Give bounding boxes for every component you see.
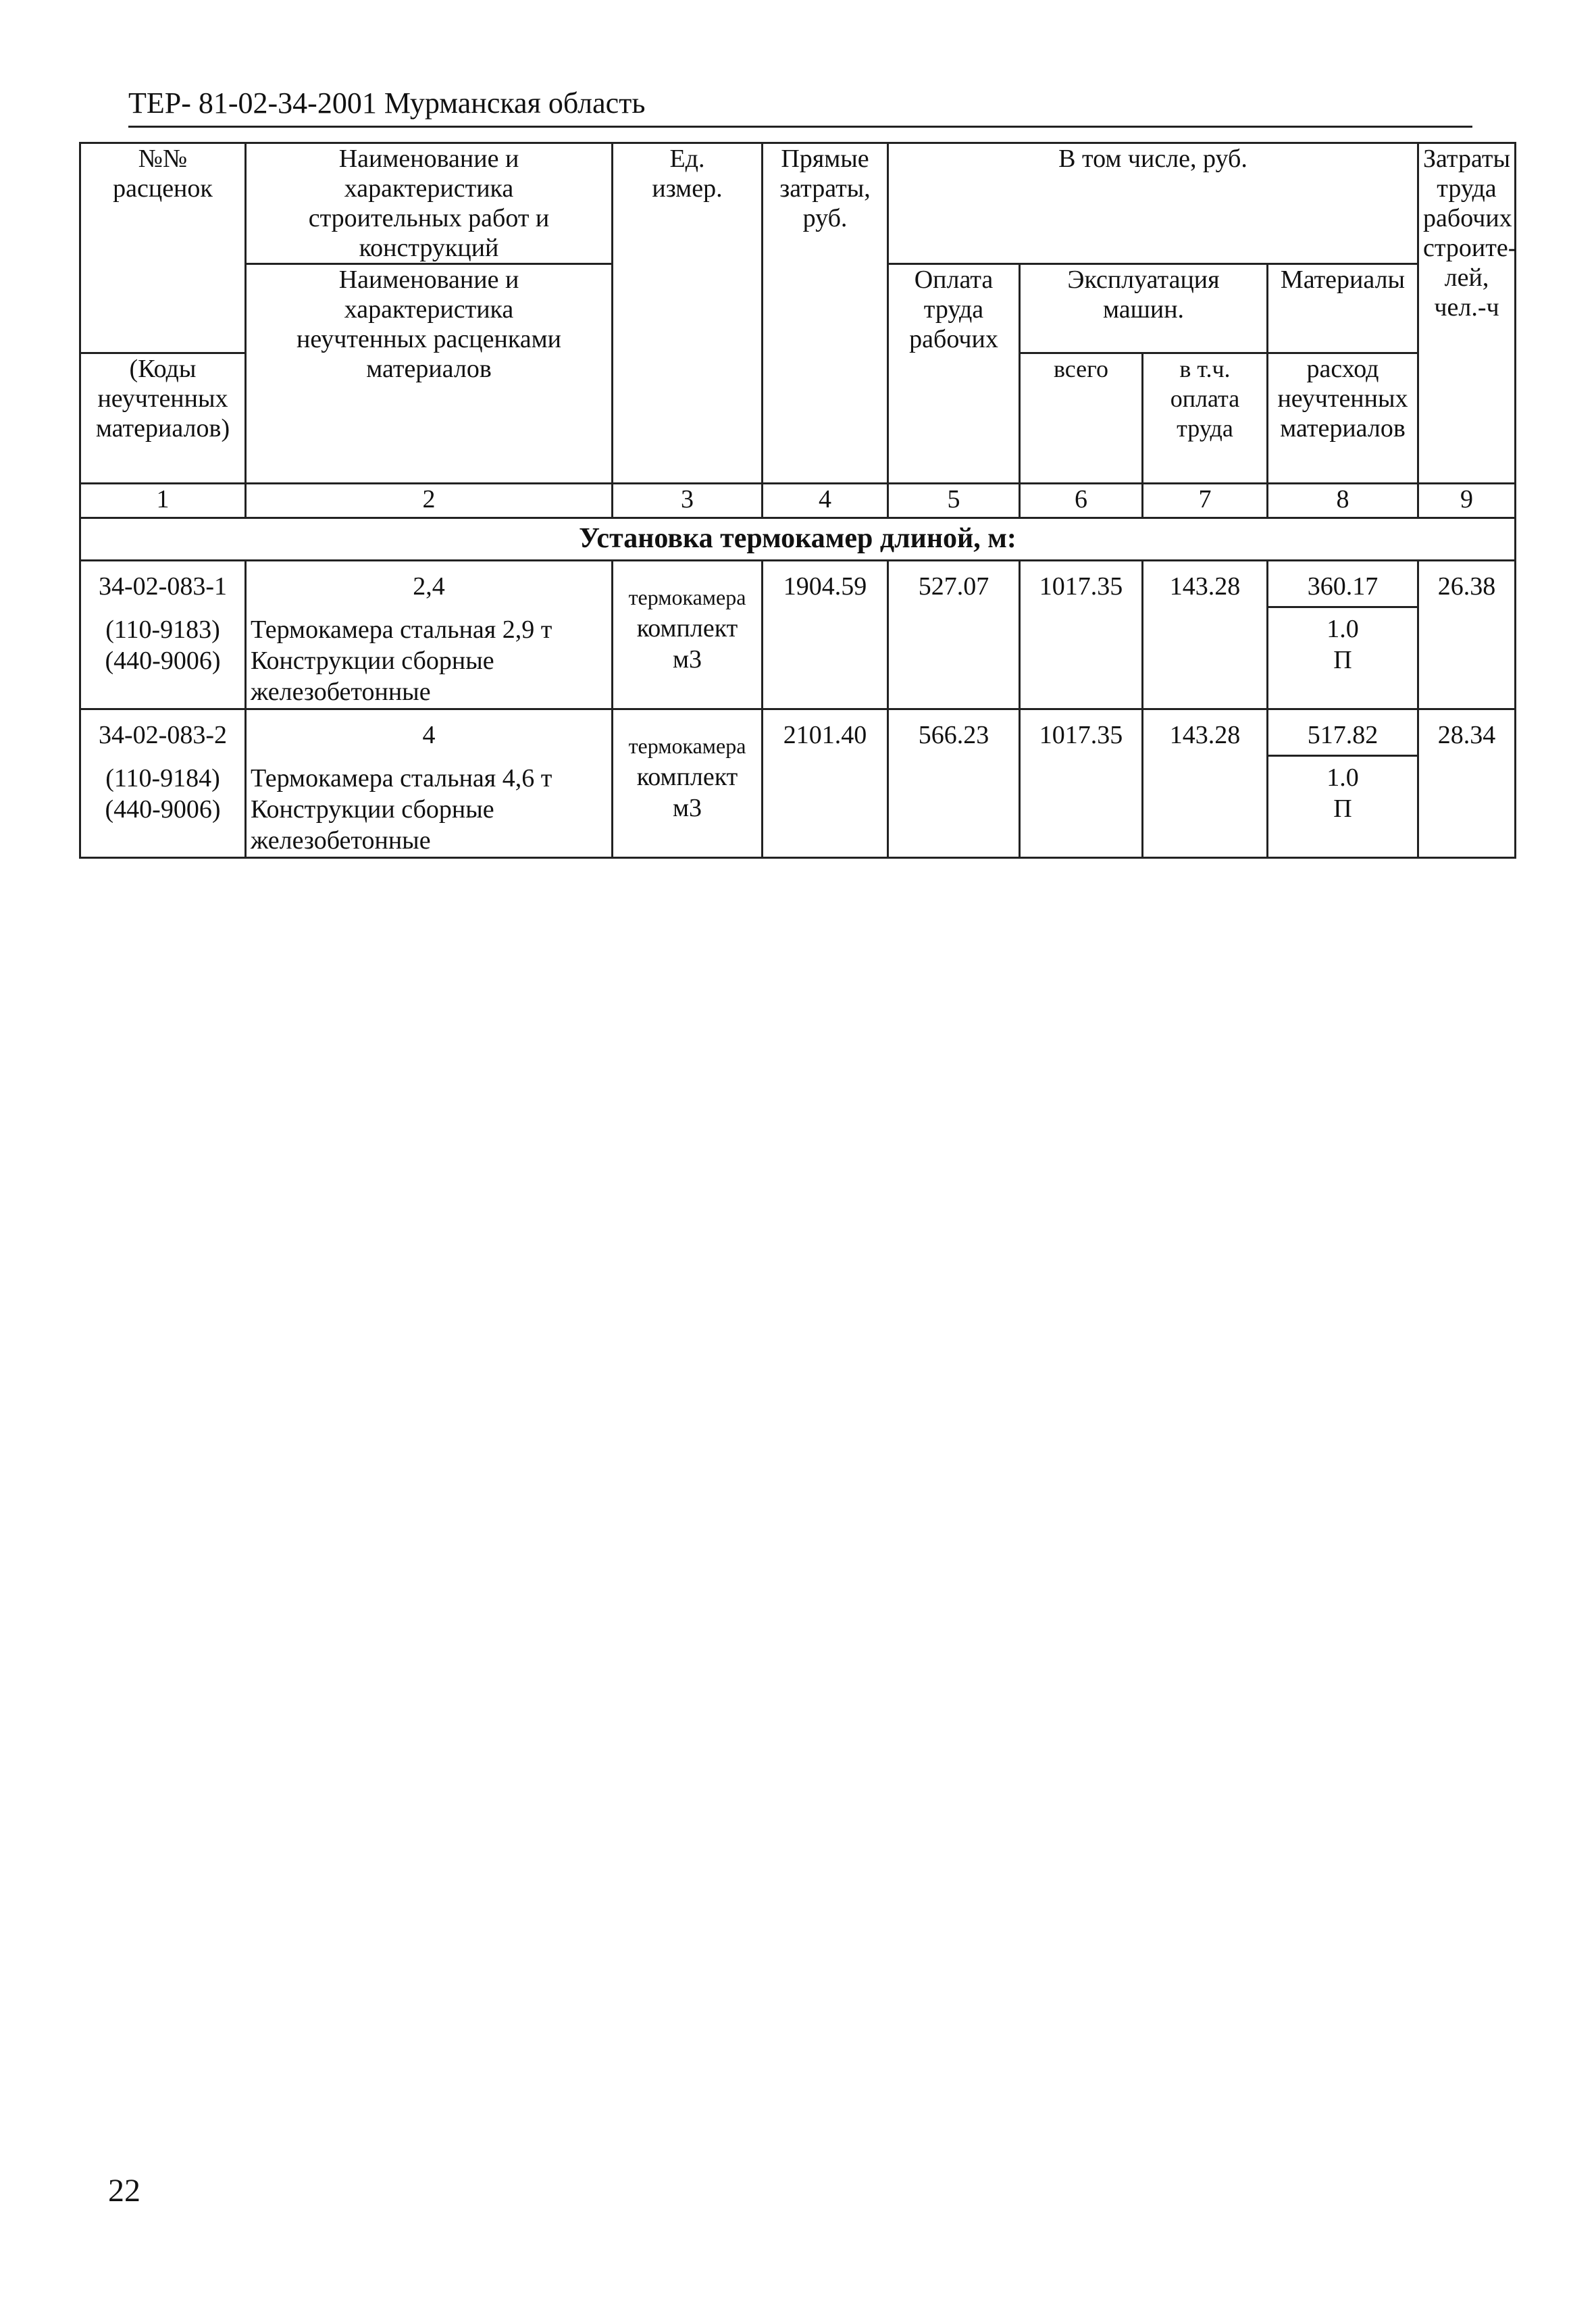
unit-cell [613,709,763,857]
machines-total: 1017.35 [1020,709,1143,857]
material-unit: м3 [672,645,702,674]
header-unaccounted-consumption: расход неучтенных материалов [1268,353,1418,483]
header-including-group: В том числе, руб. [888,143,1418,264]
material-name: Термокамера стальная 2,9 т [251,615,552,644]
direct-costs: 2101.40 [763,709,888,857]
work-name: 4 [422,720,436,749]
header-blank-1 [80,264,246,353]
header-unit: Ед. измер. [613,143,763,484]
rate-code-cell [80,560,246,709]
header-machines-labor: в т.ч. оплата труда [1143,353,1268,483]
materials: 517.82 [1268,720,1417,757]
column-number: 8 [1268,483,1418,518]
column-number: 1 [80,483,246,518]
header-machines-total: всего [1020,353,1143,483]
materials-cell [1268,560,1418,709]
materials-cell [1268,709,1418,857]
machines-labor: 143.28 [1143,709,1268,857]
material-code: (110-9184) [105,763,220,793]
header-material-codes: (Коды неучтенных материалов) [80,353,246,483]
column-number: 4 [763,483,888,518]
header-work-name: Наименование и характеристика строительных работ и конструкций [246,143,613,264]
material-qty: 1.0 [1327,763,1359,792]
column-number: 7 [1143,483,1268,518]
unit: термокамера [628,584,746,609]
table-row [80,709,1516,857]
labor-hours: 28.34 [1418,709,1516,857]
column-number: 5 [888,483,1020,518]
column-number: 2 [246,483,613,518]
material-unit: м3 [672,793,702,822]
unit-cell [613,560,763,709]
section-row [80,518,1516,560]
column-number: 6 [1020,483,1143,518]
rate-code-cell [80,709,246,857]
material-qty: 1.0 [1327,614,1359,643]
material-qty: П [1333,794,1352,823]
header-unaccounted-materials-name: Наименование и характеристика неучтенных расценками материалов [246,264,613,484]
work-name-cell [246,709,613,857]
materials: 360.17 [1268,571,1417,608]
labor-pay: 527.07 [888,560,1020,709]
header-materials: Материалы [1268,264,1418,353]
column-number: 3 [613,483,763,518]
document-title: ТЕР- 81-02-34-2001 Мурманская область [128,86,646,120]
direct-costs: 1904.59 [763,560,888,709]
labor-hours: 26.38 [1418,560,1516,709]
unit: термокамера [628,733,746,758]
material-code: (110-9183) [105,615,220,644]
material-name: Конструкции сборные железобетонные [251,795,494,855]
column-numbers-row [80,483,1516,518]
material-code: (440-9006) [105,646,221,675]
header-machines: Эксплуатация машин. [1020,264,1268,353]
rates-table [79,142,1516,859]
machines-total: 1017.35 [1020,560,1143,709]
header-direct-costs: Прямые затраты, руб. [763,143,888,484]
rate-code: 34-02-083-2 [99,720,227,749]
material-name: Термокамера стальная 4,6 т [251,763,552,793]
material-unit: комплект [636,613,738,643]
header-rate-number: №№ расценок [80,143,246,264]
page-header [128,82,1472,128]
work-name-cell [246,560,613,709]
header-labor-hours: Затраты труда рабочих строите- лей, чел.-ч [1418,143,1516,484]
material-name: Конструкции сборные железобетонные [251,646,494,706]
header-labor-pay: Оплата труда рабочих [888,264,1020,484]
page-number: 22 [108,2173,140,2209]
table-row [80,560,1516,709]
rate-code: 34-02-083-1 [99,572,227,601]
section-title: Установка термокамер длиной, м: [80,518,1516,560]
material-qty: П [1333,645,1352,674]
work-name: 2,4 [413,572,445,601]
material-code: (440-9006) [105,795,221,824]
column-number: 9 [1418,483,1516,518]
material-unit: комплект [636,762,738,791]
header-row-1 [80,143,1516,264]
labor-pay: 566.23 [888,709,1020,857]
machines-labor: 143.28 [1143,560,1268,709]
